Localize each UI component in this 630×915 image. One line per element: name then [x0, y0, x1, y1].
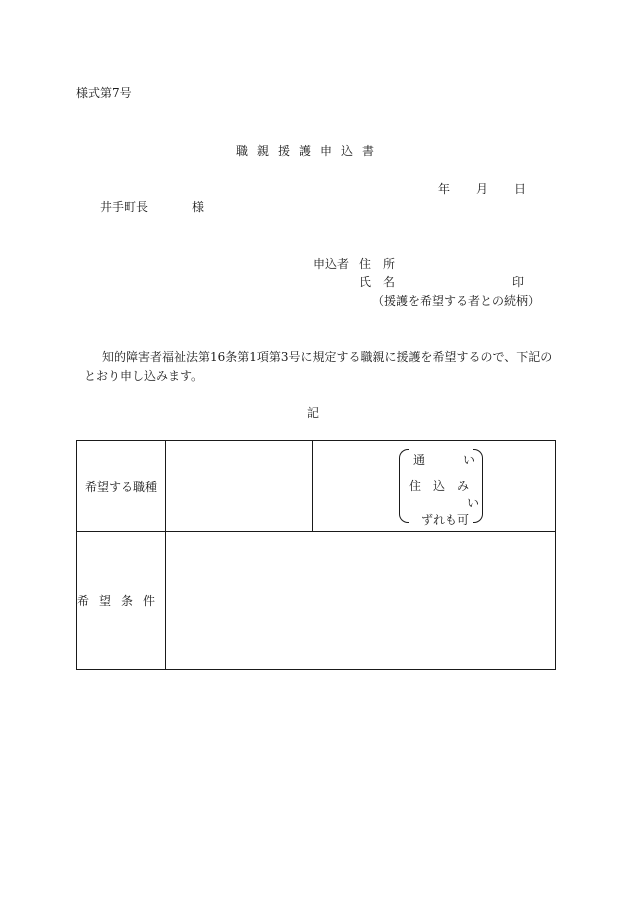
option-either: ずれも可 [421, 513, 470, 527]
option-commute [413, 451, 476, 468]
table-row [77, 441, 556, 532]
date-year: 年 [437, 182, 450, 196]
option-commute-text: 通 [413, 453, 426, 467]
table-row [77, 532, 556, 670]
desired-conditions-label: 希望条件 [77, 532, 166, 670]
date-day: 日 [513, 182, 526, 196]
option-live-in: 住 込 み [409, 479, 470, 493]
addressee-honorific: 様 [192, 200, 205, 214]
option-either-start: い [467, 496, 480, 510]
commute-options-bracket [399, 449, 483, 527]
form-number: 様式第7号 [76, 86, 132, 100]
addressee [100, 198, 204, 215]
relation-note: （援護を希望する者との続柄） [372, 294, 541, 308]
desired-job-label: 希望する職種 [77, 441, 166, 532]
desired-job-field[interactable] [166, 441, 313, 532]
option-commute-end: い [463, 453, 476, 467]
page-title: 職親援護申込書 [236, 144, 384, 158]
applicant-label: 申込者 [313, 257, 350, 271]
application-table [76, 440, 556, 670]
seal-mark: 印 [512, 275, 525, 289]
addressee-name: 井手町長 [100, 200, 149, 214]
commute-type-cell[interactable] [313, 441, 556, 532]
date-line [438, 180, 526, 197]
ki-heading: 記 [307, 406, 320, 420]
date-month: 月 [475, 182, 488, 196]
desired-conditions-field[interactable] [166, 532, 556, 670]
left-bracket [399, 449, 409, 523]
applicant-name-label: 氏 名 [359, 275, 396, 289]
body-text: 知的障害者福祉法第16条第1項第3号に規定する職親に援護を希望するので、下記のとおり申し込みます。 [84, 350, 553, 383]
applicant-address-label: 住 所 [359, 257, 396, 271]
